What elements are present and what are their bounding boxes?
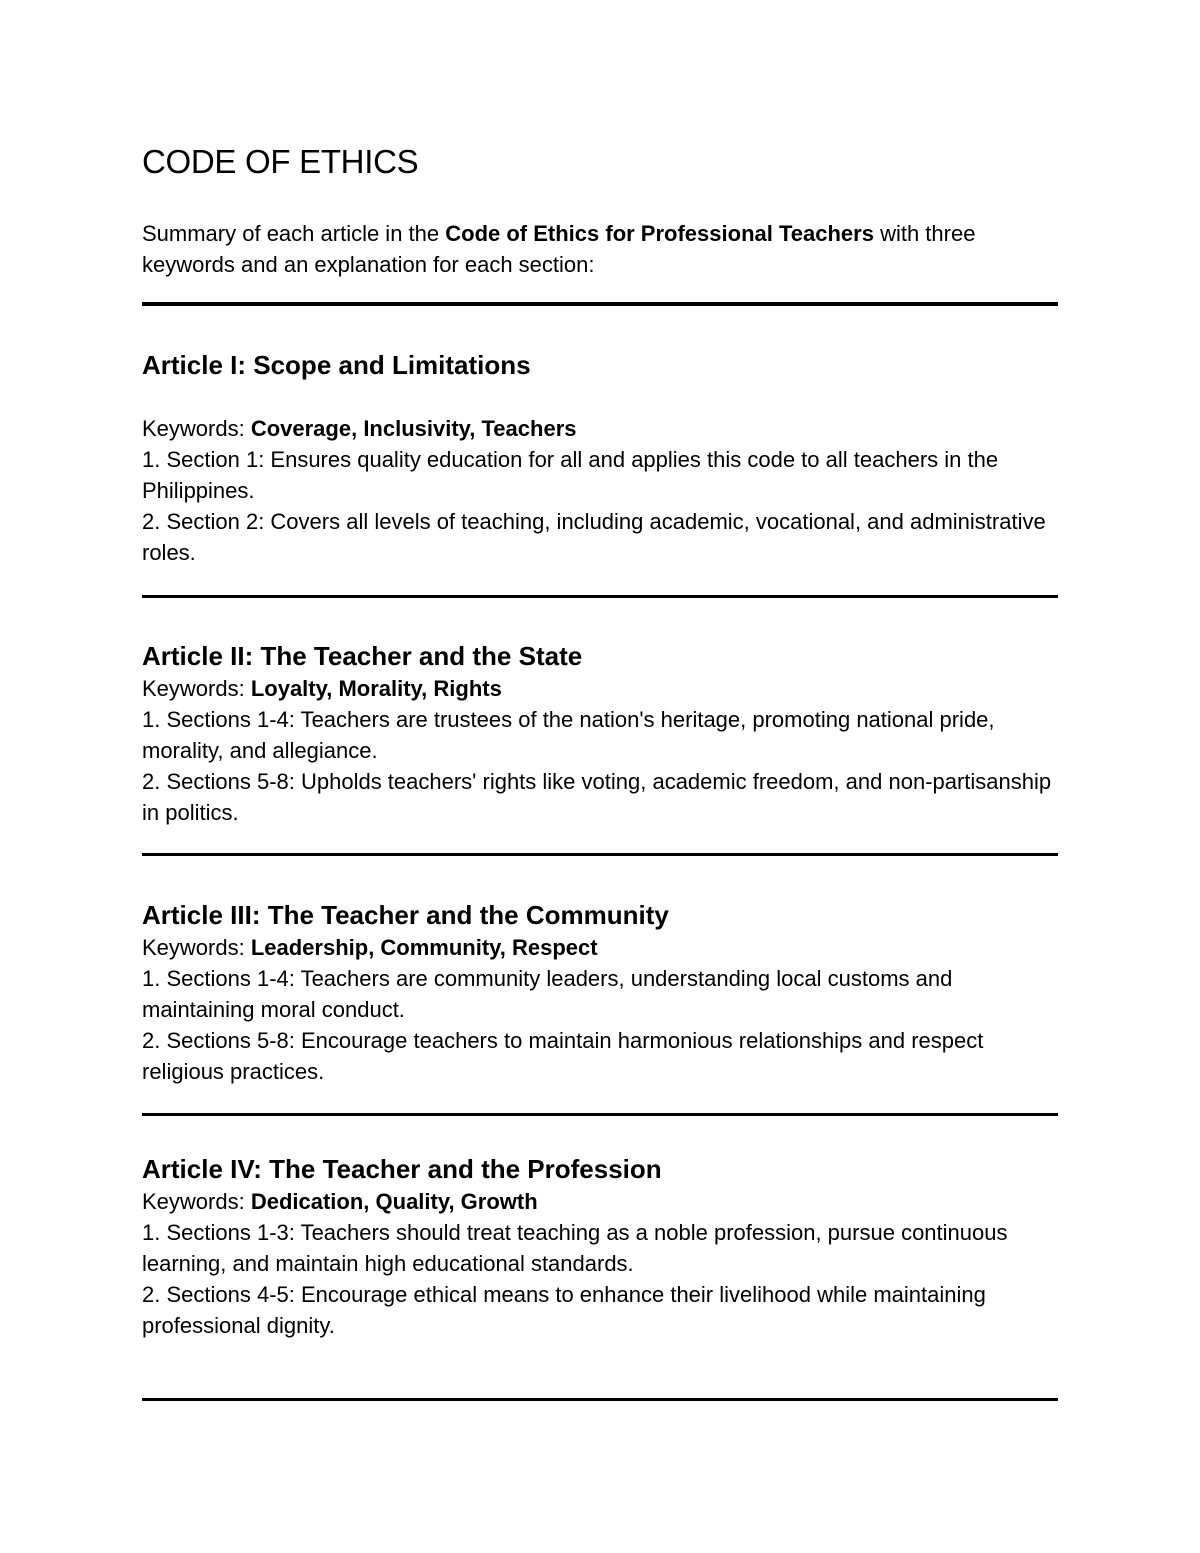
intro-text-start: Summary of each article in the	[142, 221, 446, 246]
section-summary: 1. Sections 1-3: Teachers should treat teaching as a noble profession, pursue continuous learning, and maintain high educational standards.	[142, 1220, 1008, 1276]
keywords-label: Keywords:	[142, 1189, 251, 1214]
keywords-label: Keywords:	[142, 416, 251, 441]
article-body	[142, 932, 1058, 1087]
section-summary: 1. Section 1: Ensures quality education for all and applies this code to all teachers in the Philippines.	[142, 447, 999, 503]
intro-text-end: with three keywords and an explanation for each section:	[142, 221, 976, 277]
keywords-line	[142, 1186, 1058, 1217]
article-title: Article IV: The Teacher and the Profession	[142, 1154, 662, 1184]
divider-rule	[142, 853, 1058, 856]
document-title: CODE OF ETHICS	[142, 143, 419, 180]
divider-rule	[142, 1113, 1058, 1116]
keywords-label: Keywords:	[142, 676, 251, 701]
keywords-line	[142, 413, 1058, 444]
section-summary: 1. Sections 1-4: Teachers are trustees of the nation's heritage, promoting national pride, morality, and allegiance.	[142, 707, 995, 763]
article-title: Article III: The Teacher and the Community	[142, 900, 669, 930]
keywords-value: Loyalty, Morality, Rights	[250, 676, 502, 701]
section-summary: 2. Sections 5-8: Upholds teachers' rights like voting, academic freedom, and non-partisanship in politics.	[142, 769, 1052, 825]
article-title: Article II: The Teacher and the State	[142, 641, 583, 671]
keywords-value: Coverage, Inclusivity, Teachers	[250, 416, 577, 441]
article-body	[142, 673, 1058, 828]
article-4	[142, 1152, 1058, 1341]
keywords-value: Dedication, Quality, Growth	[250, 1189, 538, 1214]
article-1	[142, 348, 1058, 568]
divider-rule	[142, 1398, 1058, 1401]
divider-rule	[142, 302, 1058, 306]
keywords-value: Leadership, Community, Respect	[250, 935, 598, 960]
article-title: Article I: Scope and Limitations	[142, 350, 531, 380]
document-page	[142, 0, 1058, 1553]
keywords-line	[142, 932, 1058, 963]
section-summary: 2. Sections 5-8: Encourage teachers to maintain harmonious relationships and respect religious practices.	[142, 1028, 984, 1084]
article-body	[142, 1186, 1058, 1341]
keywords-label: Keywords:	[142, 935, 251, 960]
intro-emphasis: Code of Ethics for Professional Teachers	[445, 221, 874, 246]
article-2	[142, 639, 1058, 828]
keywords-line	[142, 673, 1058, 704]
section-summary: 2. Section 2: Covers all levels of teaching, including academic, vocational, and administrative roles.	[142, 509, 1046, 565]
document-intro	[142, 218, 1058, 280]
section-summary: 1. Sections 1-4: Teachers are community leaders, understanding local customs and maintaining moral conduct.	[142, 966, 953, 1022]
divider-rule	[142, 595, 1058, 598]
article-body	[142, 413, 1058, 568]
section-summary: 2. Sections 4-5: Encourage ethical means to enhance their livelihood while maintaining professional dignity.	[142, 1282, 986, 1338]
article-3	[142, 898, 1058, 1087]
